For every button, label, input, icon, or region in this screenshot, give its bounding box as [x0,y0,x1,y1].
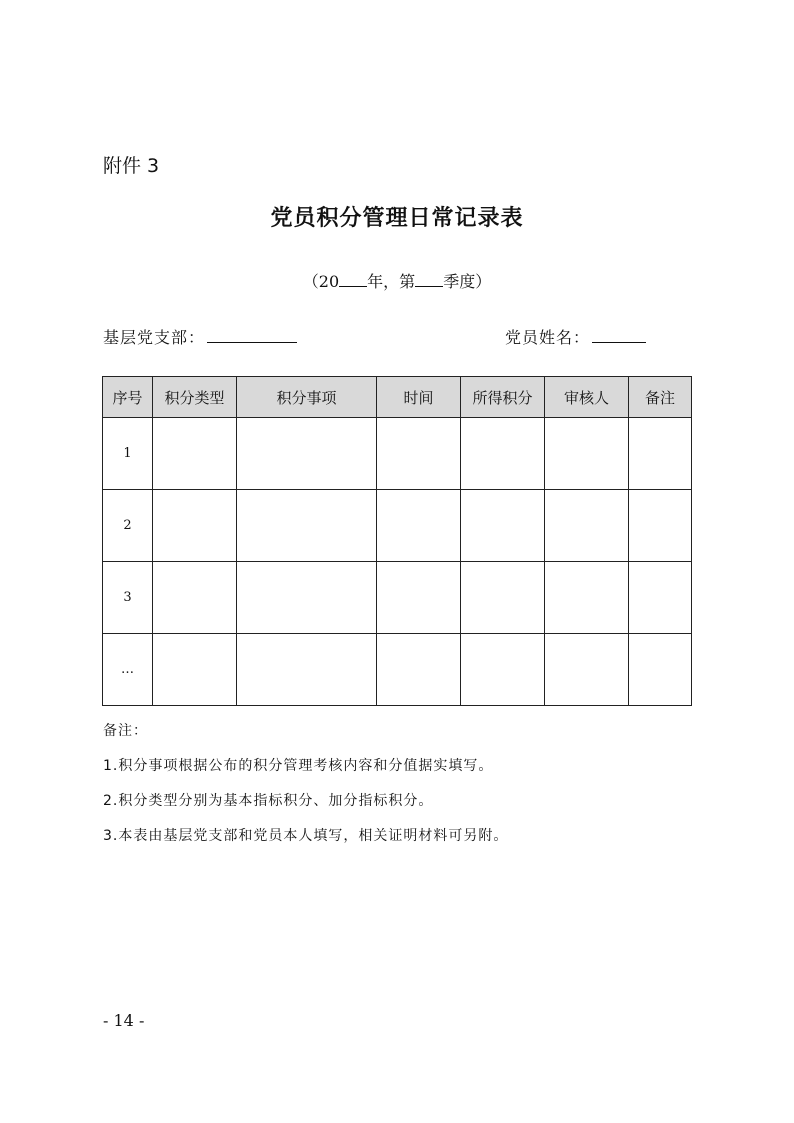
table-row [103,490,692,562]
row-index: 1 [103,418,153,490]
cell-points-earned[interactable] [461,490,545,562]
header-remarks: 备注 [629,377,692,418]
row-index: 2 [103,490,153,562]
cell-remarks[interactable] [629,418,692,490]
notes-section [103,721,508,861]
period-quarter-suffix: 季度） [443,272,492,291]
cell-points-item[interactable] [237,490,377,562]
cell-points-earned[interactable] [461,418,545,490]
cell-remarks[interactable] [629,634,692,706]
branch-blank[interactable] [207,327,297,343]
row-index: … [103,634,153,706]
cell-points-earned[interactable] [461,562,545,634]
branch-label: 基层党支部： [103,328,206,347]
cell-points-earned[interactable] [461,634,545,706]
note-item: 1.积分事项根据公布的积分管理考核内容和分值据实填写。 [103,758,494,774]
period-year-suffix: 年，第 [367,272,416,291]
cell-reviewer[interactable] [545,418,629,490]
document-title: 党员积分管理日常记录表 [270,205,524,231]
table-row [103,562,692,634]
cell-remarks[interactable] [629,562,692,634]
note-item: 3.本表由基层党支部和党员本人填写，相关证明材料可另附。 [103,828,509,844]
cell-points-type[interactable] [153,634,237,706]
cell-time[interactable] [377,634,461,706]
record-table [102,376,692,706]
cell-time[interactable] [377,418,461,490]
member-name-blank[interactable] [592,327,646,343]
table-row [103,418,692,490]
row-index: 3 [103,562,153,634]
branch-field [103,325,297,348]
cell-time[interactable] [377,490,461,562]
table-row [103,634,692,706]
year-blank[interactable] [339,271,367,287]
cell-time[interactable] [377,562,461,634]
cell-remarks[interactable] [629,490,692,562]
cell-reviewer[interactable] [545,562,629,634]
quarter-blank[interactable] [415,271,443,287]
cell-points-type[interactable] [153,562,237,634]
name-field [505,325,646,348]
period-line [0,269,794,292]
cell-points-item[interactable] [237,634,377,706]
page-number: - 14 - [103,1011,145,1030]
cell-points-item[interactable] [237,562,377,634]
cell-points-item[interactable] [237,418,377,490]
header-time: 时间 [377,377,461,418]
cell-reviewer[interactable] [545,634,629,706]
note-item: 2.积分类型分别为基本指标积分、加分指标积分。 [103,793,434,809]
header-points-earned: 所得积分 [461,377,545,418]
notes-heading: 备注： [103,723,148,739]
header-index: 序号 [103,377,153,418]
cell-reviewer[interactable] [545,490,629,562]
cell-points-type[interactable] [153,418,237,490]
member-name-label: 党员姓名： [505,328,591,347]
period-open: （20 [302,272,340,291]
header-reviewer: 审核人 [545,377,629,418]
header-points-item: 积分事项 [237,377,377,418]
header-points-type: 积分类型 [153,377,237,418]
attachment-label: 附件 3 [103,155,160,177]
cell-points-type[interactable] [153,490,237,562]
table-header-row [103,377,692,418]
